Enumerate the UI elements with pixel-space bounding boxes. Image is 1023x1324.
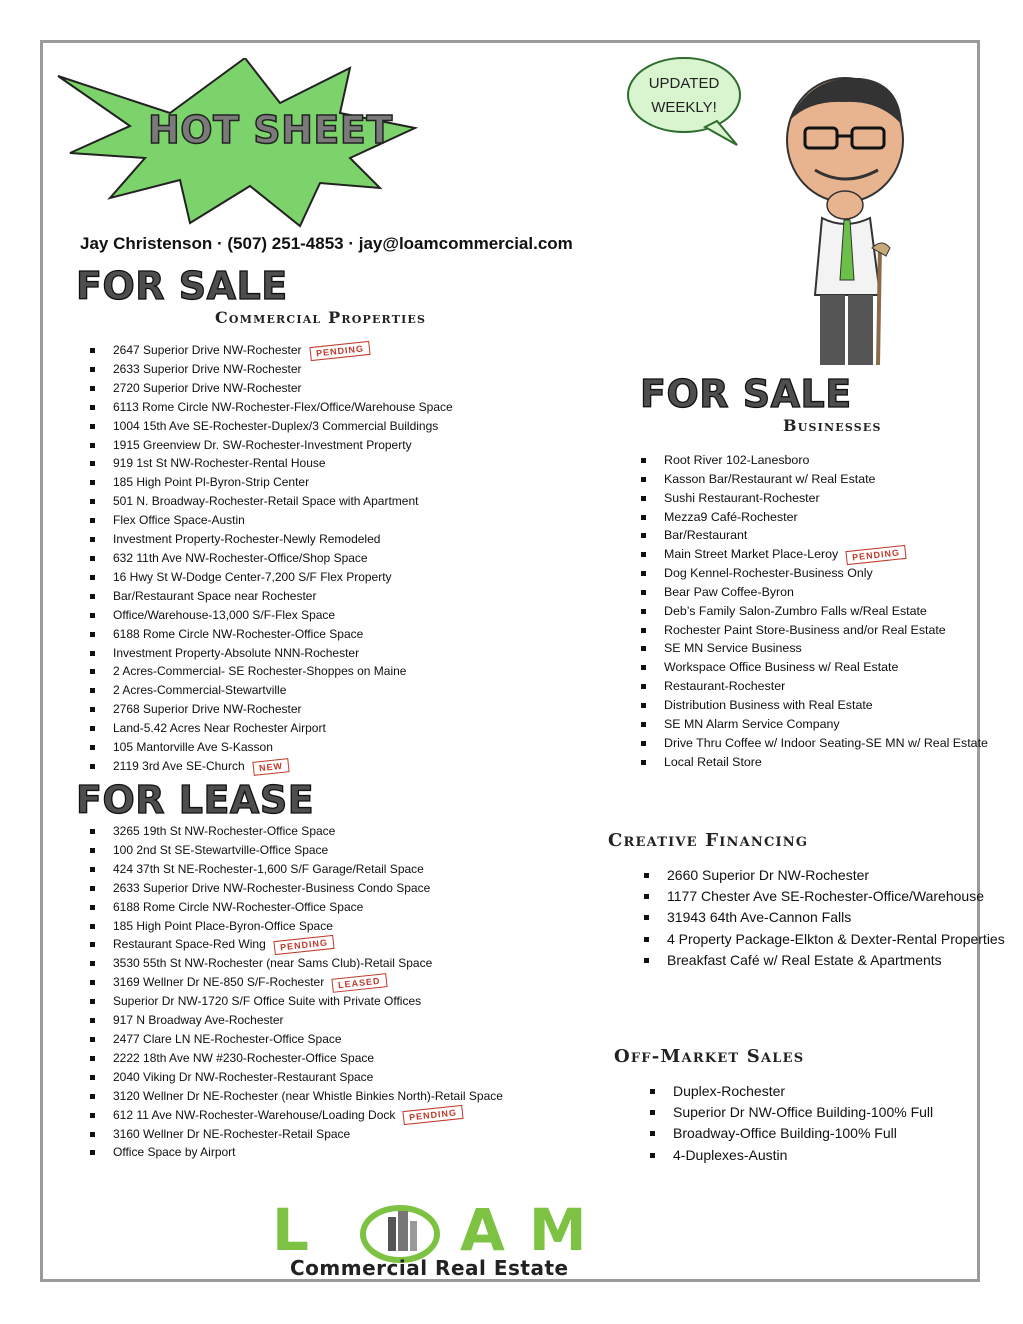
commercial-property-item — [85, 757, 453, 776]
commercial-property-item — [85, 568, 453, 587]
financing-item-text: Breakfast Café w/ Real Estate & Apartments — [667, 951, 942, 968]
financing-item-text: 31943 64th Ave-Cannon Falls — [667, 909, 852, 926]
commercial-property-item — [85, 662, 453, 681]
commercial-property-item — [85, 492, 453, 511]
commercial-property-item-text: 185 High Point Pl-Byron-Strip Center — [113, 475, 310, 490]
business-item-text: Sushi Restaurant-Rochester — [664, 490, 820, 505]
commercial-property-item — [85, 587, 453, 606]
logo-letter-l: L — [272, 1196, 333, 1264]
status-stamp-pending: PENDING — [309, 341, 370, 361]
lease-item — [85, 1125, 503, 1144]
lease-item-text: 185 High Point Place-Byron-Office Space — [113, 918, 333, 933]
status-stamp-new: NEW — [252, 758, 289, 776]
business-item-text: Dog Kennel-Rochester-Business Only — [664, 566, 873, 581]
business-item-text: Rochester Paint Store-Business and/or Real Estate — [664, 622, 946, 637]
lease-item — [85, 917, 503, 936]
commercial-property-item-text: Investment Property-Rochester-Newly Remodeled — [113, 532, 381, 547]
commercial-property-item — [85, 719, 453, 738]
business-item — [636, 696, 966, 715]
commercial-property-item-text: 6113 Rome Circle NW-Rochester-Flex/Office/Warehouse Space — [113, 399, 453, 414]
lease-item-text: Office Space by Airport — [113, 1145, 236, 1160]
lease-item — [85, 954, 503, 973]
business-item — [636, 677, 966, 696]
business-item — [636, 715, 966, 734]
lease-item — [85, 1011, 503, 1030]
for-sale-heading: FOR SALE — [76, 264, 288, 308]
lease-item — [85, 1087, 503, 1106]
commercial-property-item-text: 1915 Greenview Dr. SW-Rochester-Investment Property — [113, 437, 412, 452]
business-item — [636, 658, 966, 677]
business-item — [636, 564, 966, 583]
commercial-property-item — [85, 700, 453, 719]
lease-item — [85, 1068, 503, 1087]
financing-item-text: 1177 Chester Ave SE-Rochester-Office/Warehouse — [667, 888, 984, 905]
business-item — [636, 621, 966, 640]
lease-item-text: 6188 Rome Circle NW-Rochester-Office Space — [113, 899, 364, 914]
business-item-text: SE MN Service Business — [664, 641, 802, 656]
business-item-text: Workspace Office Business w/ Real Estate — [664, 660, 899, 675]
commercial-property-item — [85, 436, 453, 455]
lease-item-text: 3265 19th St NW-Rochester-Office Space — [113, 824, 336, 838]
financing-item — [639, 886, 984, 907]
commercial-property-item — [85, 606, 453, 625]
creative-financing-list — [639, 865, 1005, 971]
lease-item-text: 2040 Viking Dr NW-Rochester-Restaurant Space — [113, 1069, 374, 1084]
updated-weekly-text — [630, 72, 738, 120]
commercial-property-item-text: 2 Acres-Commercial- SE Rochester-Shoppes on Maine — [113, 664, 407, 679]
business-item — [636, 545, 966, 564]
commercial-property-item-text: 2768 Superior Drive NW-Rochester — [113, 702, 302, 717]
commercial-property-item — [85, 530, 453, 549]
lease-item-text: Superior Dr NW-1720 S/F Office Suite with Private Offices — [113, 994, 422, 1009]
status-stamp-pending: PENDING — [846, 545, 907, 565]
commercial-property-item-text: 919 1st St NW-Rochester-Rental House — [113, 456, 326, 471]
business-item-text: Local Retail Store — [664, 754, 762, 769]
business-item-text: Distribution Business with Real Estate — [664, 697, 873, 712]
business-item-text: Bar/Restaurant — [664, 528, 748, 543]
logo-letters-am: AM — [460, 1196, 611, 1264]
business-item — [636, 639, 966, 658]
commercial-properties-subheading: Commercial Properties — [215, 308, 427, 327]
business-item-text: SE MN Alarm Service Company — [664, 716, 840, 731]
commercial-property-item-text: 2 Acres-Commercial-Stewartville — [113, 683, 287, 698]
commercial-property-item-text: 2119 3rd Ave SE-Church — [113, 758, 245, 773]
commercial-property-item-text: Office/Warehouse-13,000 S/F-Flex Space — [113, 607, 336, 622]
lease-item — [85, 992, 503, 1011]
lease-item-text: 2222 18th Ave NW #230-Rochester-Office Space — [113, 1050, 375, 1065]
lease-item-text: 3169 Wellner Dr NE-850 S/F-Rochester — [113, 975, 325, 990]
commercial-property-item — [85, 549, 453, 568]
business-item — [636, 470, 966, 489]
commercial-property-item — [85, 417, 453, 436]
lease-item — [85, 973, 503, 992]
business-item — [636, 451, 966, 470]
agent-caricature-icon — [760, 70, 920, 370]
lease-item — [85, 898, 503, 917]
bubble-line-1: UPDATED — [648, 75, 720, 92]
commercial-property-item — [85, 644, 453, 663]
commercial-property-item — [85, 341, 453, 360]
business-item-text: Main Street Market Place-Leroy — [664, 547, 839, 562]
financing-item — [639, 950, 959, 971]
financing-item-text: 2660 Superior Dr NW-Rochester — [667, 867, 870, 883]
commercial-property-item-text: Bar/Restaurant Space near Rochester — [113, 588, 317, 603]
commercial-property-item — [85, 379, 453, 398]
commercial-property-item — [85, 738, 453, 757]
lease-item — [85, 841, 503, 860]
business-item — [636, 508, 966, 527]
business-item-text: Drive Thru Coffee w/ Indoor Seating-SE MN w/ Real Estate — [664, 735, 988, 750]
for-lease-list — [85, 822, 503, 1162]
lease-item — [85, 1030, 503, 1049]
commercial-property-item — [85, 473, 453, 492]
business-item-text: Restaurant-Rochester — [664, 679, 786, 694]
financing-item — [639, 865, 959, 886]
lease-item — [85, 1106, 503, 1125]
off-market-list — [645, 1081, 934, 1166]
lease-item-text: 3120 Wellner Dr NE-Rochester (near Whistle Binkies North)-Retail Space — [113, 1088, 503, 1103]
lease-item-text: 917 N Broadway Ave-Rochester — [113, 1013, 284, 1028]
off-market-item — [645, 1102, 934, 1123]
commercial-property-item-text: 6188 Rome Circle NW-Rochester-Office Space — [113, 626, 364, 641]
lease-item-text: 3160 Wellner Dr NE-Rochester-Retail Space — [113, 1126, 351, 1141]
lease-item — [85, 879, 503, 898]
commercial-property-item-text: Land-5.42 Acres Near Rochester Airport — [113, 721, 326, 736]
commercial-property-item-text: 2647 Superior Drive NW-Rochester — [113, 343, 302, 357]
for-lease-heading: FOR LEASE — [76, 778, 315, 822]
commercial-property-item-text: 2633 Superior Drive NW-Rochester — [113, 361, 302, 376]
logo-tagline: Commercial Real Estate — [290, 1256, 569, 1280]
financing-item-text: 4 Property Package-Elkton & Dexter-Rental Properties — [667, 930, 1005, 947]
business-item-text: Bear Paw Coffee-Byron — [664, 584, 794, 599]
businesses-subheading: Businesses — [783, 416, 882, 435]
business-item-text: Root River 102-Lanesboro — [664, 453, 810, 467]
lease-item-text: 100 2nd St SE-Stewartville-Office Space — [113, 842, 329, 857]
bubble-line-2: WEEKLY! — [651, 99, 717, 116]
commercial-property-item-text: Investment Property-Absolute NNN-Rochester — [113, 645, 360, 660]
lease-item-text: 3530 55th St NW-Rochester (near Sams Club)-Retail Space — [113, 956, 433, 971]
commercial-property-item — [85, 625, 453, 644]
commercial-property-item-text: 105 Mantorville Ave S-Kasson — [113, 740, 273, 755]
business-item — [636, 602, 966, 621]
lease-item-text: 612 11 Ave NW-Rochester-Warehouse/Loading Dock — [113, 1107, 396, 1122]
creative-financing-heading: Creative Financing — [608, 830, 809, 851]
business-item-text: Deb’s Family Salon-Zumbro Falls w/Real Estate — [664, 603, 927, 618]
off-market-item-text: Superior Dr NW-Office Building-100% Full — [673, 1104, 934, 1121]
business-item — [636, 526, 966, 545]
business-item — [636, 489, 966, 508]
commercial-property-item — [85, 681, 453, 700]
lease-item — [85, 860, 503, 879]
off-market-item-text: 4-Duplexes-Austin — [673, 1146, 788, 1163]
business-item — [636, 583, 966, 602]
status-stamp-pending: PENDING — [273, 935, 334, 955]
hot-sheet-title: HOT SHEET — [148, 108, 393, 152]
lease-item-text: 2633 Superior Drive NW-Rochester-Business Condo Space — [113, 880, 431, 895]
commercial-property-item — [85, 511, 453, 530]
commercial-property-item-text: 16 Hwy St W-Dodge Center-7,200 S/F Flex Property — [113, 569, 392, 584]
financing-item — [639, 929, 1005, 950]
financing-item — [639, 907, 959, 928]
commercial-property-item-text: Flex Office Space-Austin — [113, 513, 245, 528]
commercial-property-item-text: 501 N. Broadway-Rochester-Retail Space with Apartment — [113, 494, 419, 509]
business-item-text: Mezza9 Café-Rochester — [664, 509, 798, 524]
off-market-item-text: Duplex-Rochester — [673, 1083, 786, 1099]
lease-item — [85, 1049, 503, 1068]
commercial-property-item-text: 2720 Superior Drive NW-Rochester — [113, 380, 302, 395]
business-item-text: Kasson Bar/Restaurant w/ Real Estate — [664, 471, 876, 486]
off-market-item — [645, 1123, 895, 1144]
contact-line: Jay Christenson · (507) 251-4853 · jay@loamcommercial.com — [80, 234, 573, 253]
commercial-property-item-text: 632 11th Ave NW-Rochester-Office/Shop Space — [113, 550, 368, 565]
business-item — [636, 734, 988, 753]
lease-item-text: Restaurant Space-Red Wing — [113, 937, 266, 952]
off-market-item-text: Broadway-Office Building-100% Full — [673, 1125, 897, 1142]
status-stamp-pending: PENDING — [403, 1105, 464, 1125]
lease-item — [85, 822, 503, 841]
commercial-properties-list — [85, 341, 453, 776]
off-market-heading: Off-Market Sales — [614, 1046, 805, 1067]
for-sale-businesses-heading: FOR SALE — [640, 372, 852, 416]
businesses-list — [636, 451, 988, 771]
commercial-property-item — [85, 454, 453, 473]
off-market-item — [645, 1145, 895, 1166]
lease-item — [85, 1143, 503, 1162]
off-market-item — [645, 1081, 895, 1102]
business-item — [636, 753, 966, 772]
commercial-property-item — [85, 360, 453, 379]
commercial-property-item-text: 1004 15th Ave SE-Rochester-Duplex/3 Commercial Buildings — [113, 418, 439, 433]
lease-item-text: 424 37th St NE-Rochester-1,600 S/F Garage/Retail Space — [113, 861, 424, 876]
lease-item-text: 2477 Clare LN NE-Rochester-Office Space — [113, 1031, 342, 1046]
status-stamp-leased: LEASED — [332, 973, 388, 993]
lease-item — [85, 935, 503, 954]
commercial-property-item — [85, 398, 453, 417]
building-globe-icon — [360, 1205, 440, 1263]
